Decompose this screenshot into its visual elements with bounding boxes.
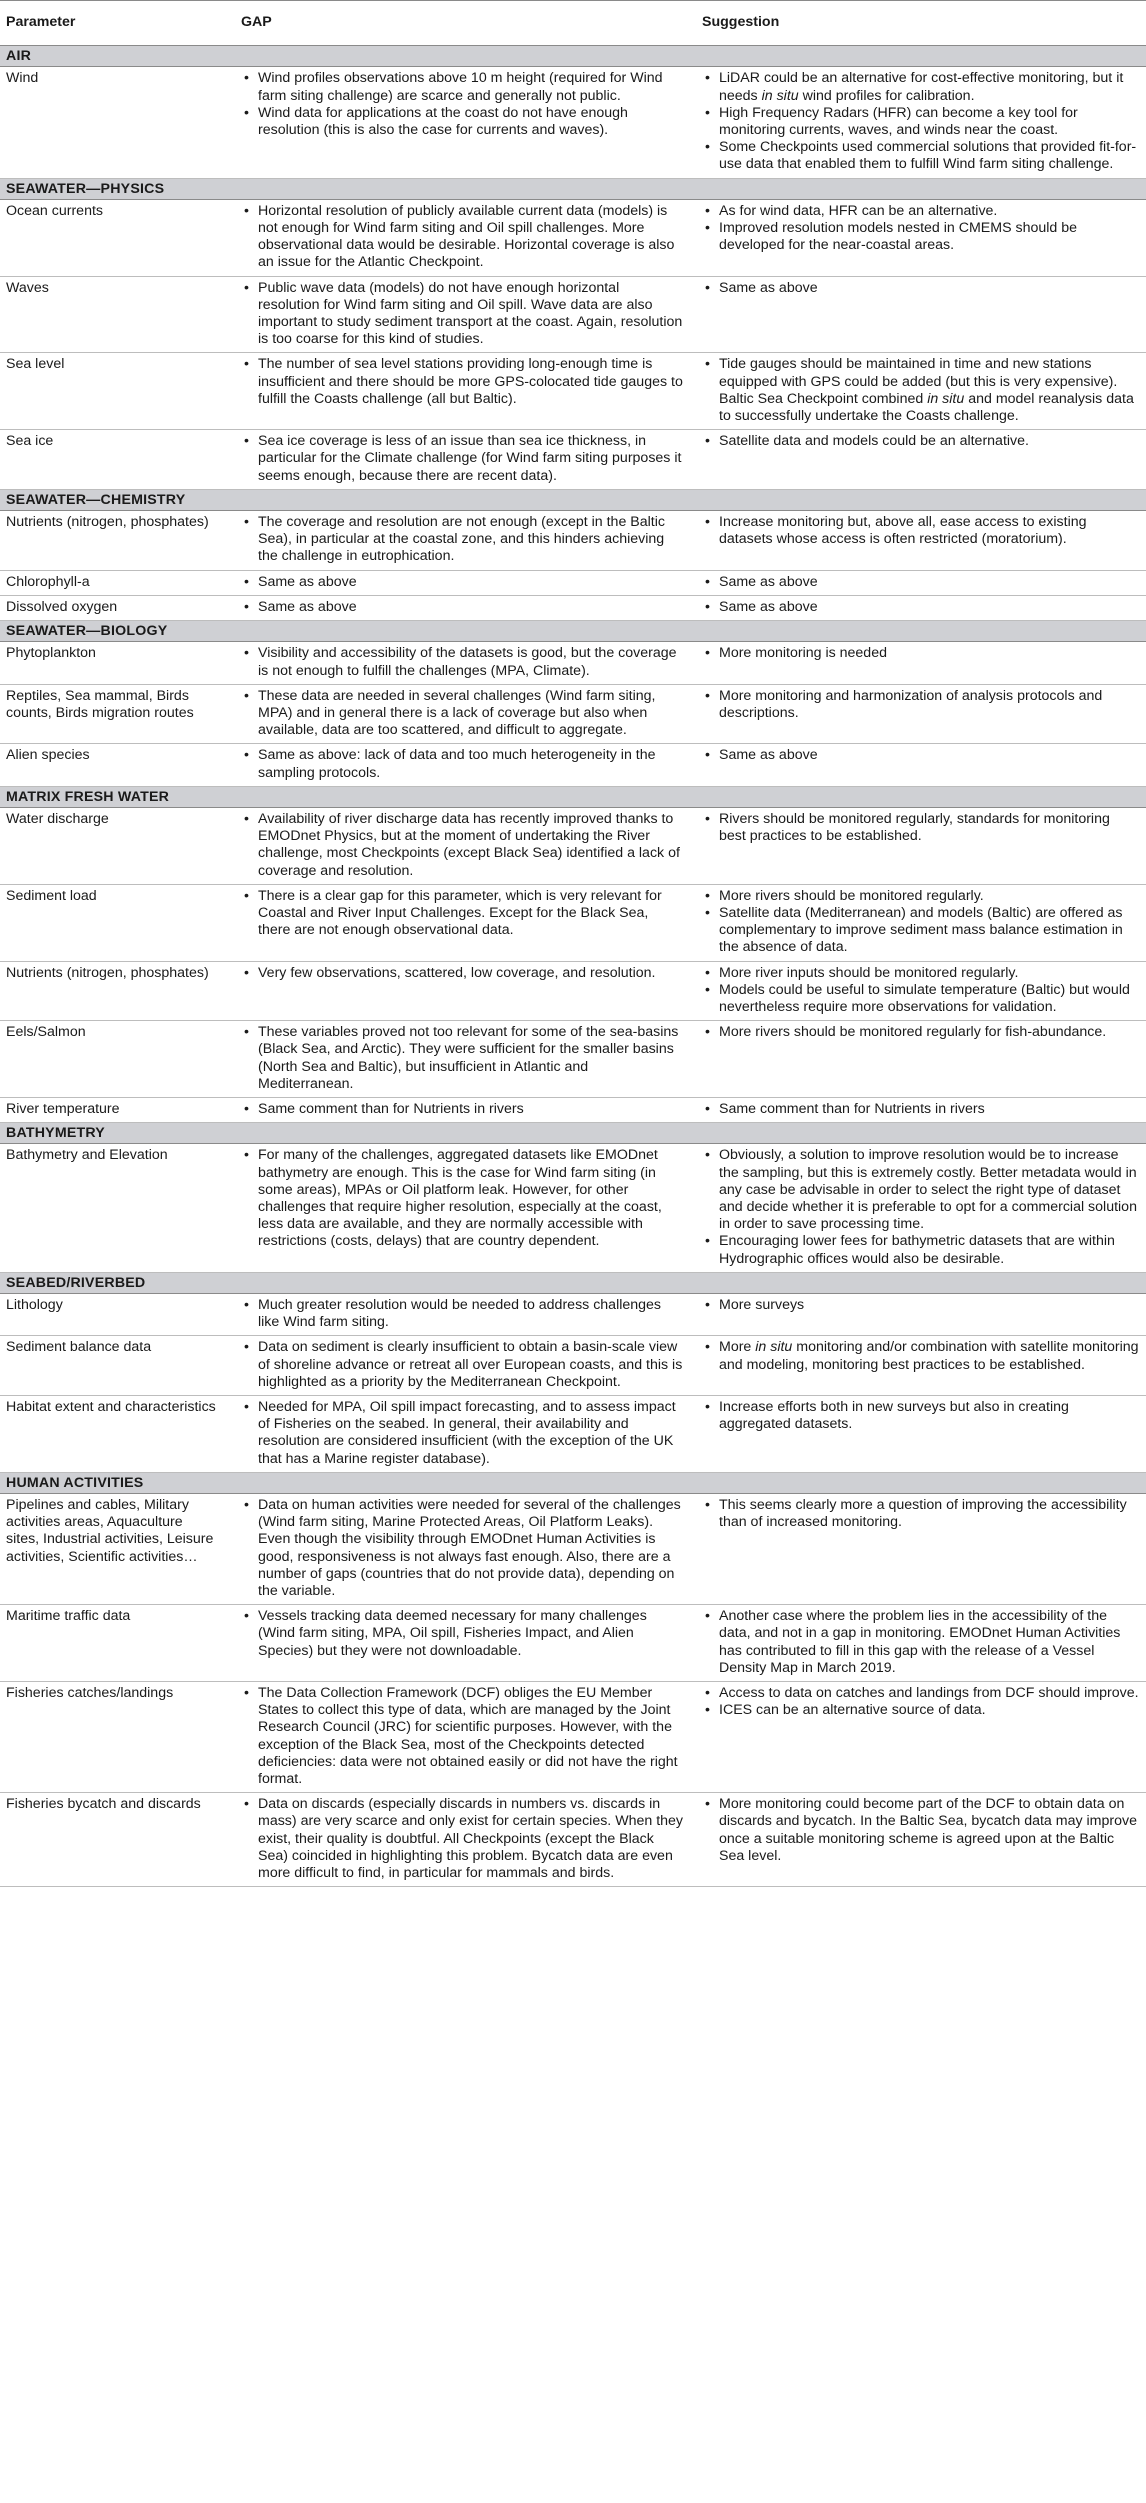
suggestion-cell xyxy=(690,1144,1146,1272)
gap-item: • For many of the challenges, aggregated datasets like EMODnet bathymetry are enough. This is the case for Wind farm siting (in some areas), MPAs or Oil platform leak. However, for other challenges that require higher resolution, especially at the coast, less data are available, and they are normally accessible with restrictions (costs, delays) that are country dependent. xyxy=(241,1147,684,1250)
suggestion-list xyxy=(702,1399,1140,1433)
section-title: BATHYMETRY xyxy=(0,1123,1146,1144)
suggestion-list xyxy=(702,1339,1140,1373)
suggestion-list xyxy=(702,1608,1140,1677)
parameter-cell: Lithology xyxy=(0,1294,223,1336)
suggestion-item: • More rivers should be monitored regularly for fish-abundance. xyxy=(702,1024,1140,1041)
suggestion-item: • Satellite data and models could be an alternative. xyxy=(702,433,1140,450)
gap-item: • These data are needed in several challenges (Wind farm siting, MPA) and in general there is a lack of coverage but also when available, data are too scattered, and difficult to aggregate. xyxy=(241,688,684,740)
gap-cell xyxy=(223,1336,690,1396)
gap-cell xyxy=(223,595,690,620)
table-row xyxy=(0,430,1146,490)
gap-cell xyxy=(223,1793,690,1887)
suggestion-item: • LiDAR could be an alternative for cost-effective monitoring, but it needs in situ wind profiles for calibration. xyxy=(702,70,1140,104)
table-body xyxy=(0,46,1146,1887)
gap-cell xyxy=(223,744,690,786)
parameter-cell: Nutrients (nitrogen, phosphates) xyxy=(0,511,223,571)
suggestion-item: • Increase efforts both in new surveys but also in creating aggregated datasets. xyxy=(702,1399,1140,1433)
gap-item: • The Data Collection Framework (DCF) obliges the EU Member States to collect this type of data, which are managed by the Joint Research Council (JRC) for scientific purposes. However, with the exception of the Black Sea, most of the Checkpoints detected deficiencies: data were not obtained easily or did not have the right format. xyxy=(241,1685,684,1788)
section-title: HUMAN ACTIVITIES xyxy=(0,1472,1146,1493)
suggestion-item: • More river inputs should be monitored regularly. xyxy=(702,965,1140,982)
gap-item: • Much greater resolution would be needed to address challenges like Wind farm siting. xyxy=(241,1297,684,1331)
suggestion-list xyxy=(702,356,1140,425)
suggestion-cell xyxy=(690,1021,1146,1098)
suggestion-cell xyxy=(690,1097,1146,1122)
gap-list xyxy=(241,645,684,679)
parameter-cell: Water discharge xyxy=(0,807,223,884)
gap-cell xyxy=(223,1097,690,1122)
table-row xyxy=(0,353,1146,430)
section-title: AIR xyxy=(0,46,1146,67)
header-gap: GAP xyxy=(223,1,690,46)
suggestion-list xyxy=(702,811,1140,845)
suggestion-item: • Same as above xyxy=(702,574,1140,591)
gap-list xyxy=(241,688,684,740)
section-title: MATRIX FRESH WATER xyxy=(0,786,1146,807)
suggestion-list xyxy=(702,1147,1140,1267)
suggestion-item: • More surveys xyxy=(702,1297,1140,1314)
suggestion-cell xyxy=(690,1605,1146,1682)
suggestion-cell xyxy=(690,1396,1146,1473)
gap-item: • Data on human activities were needed for several of the challenges (Wind farm siting, Marine Protected Areas, Oil Platform Leaks). Even though the visibility through EMODnet Human Activities is good, responsiveness is not always fast enough. Also, there are a number of gaps (countries that do not provide data), depending on the variable. xyxy=(241,1497,684,1600)
suggestion-cell xyxy=(690,67,1146,178)
parameter-cell: Wind xyxy=(0,67,223,178)
suggestion-item: • Some Checkpoints used commercial solutions that provided fit-for-use data that enabled them to fulfill Wind farm siting challenge. xyxy=(702,139,1140,173)
gap-list xyxy=(241,1297,684,1331)
gap-cell xyxy=(223,1682,690,1793)
suggestion-item: • Another case where the problem lies in the accessibility of the data, and not in a gap in monitoring. EMODnet Human Activities has contributed to fill in this gap with the release of a Vessel Density Map in March 2019. xyxy=(702,1608,1140,1677)
gap-cell xyxy=(223,1396,690,1473)
suggestion-item: • ICES can be an alternative source of data. xyxy=(702,1702,1140,1719)
suggestion-cell xyxy=(690,642,1146,684)
parameter-cell: Sea ice xyxy=(0,430,223,490)
section-title: SEAWATER—CHEMISTRY xyxy=(0,489,1146,510)
table-row xyxy=(0,961,1146,1021)
table-row xyxy=(0,1682,1146,1793)
suggestion-list xyxy=(702,203,1140,255)
gap-item: • The number of sea level stations providing long-enough time is insufficient and there should be more GPS-colocated tide gauges to fulfill the Coasts challenge (all but Baltic). xyxy=(241,356,684,408)
parameter-cell: Pipelines and cables, Military activities areas, Aquaculture sites, Industrial activities, Leisure activities, Scientific activities… xyxy=(0,1494,223,1605)
gap-list xyxy=(241,514,684,566)
section-header xyxy=(0,46,1146,67)
gap-list xyxy=(241,433,684,485)
suggestion-item: • More rivers should be monitored regularly. xyxy=(702,888,1140,905)
gap-item: • Same as above xyxy=(241,574,684,591)
suggestion-list xyxy=(702,574,1140,591)
suggestion-cell xyxy=(690,961,1146,1021)
gap-cell xyxy=(223,1021,690,1098)
table-row xyxy=(0,1336,1146,1396)
gap-item: • Same comment than for Nutrients in rivers xyxy=(241,1101,684,1118)
section-header xyxy=(0,621,1146,642)
gap-list xyxy=(241,356,684,408)
gap-list xyxy=(241,888,684,940)
suggestion-cell xyxy=(690,199,1146,276)
gap-list xyxy=(241,1685,684,1788)
suggestion-item: • More in situ monitoring and/or combination with satellite monitoring and modeling, monitoring best practices to be established. xyxy=(702,1339,1140,1373)
suggestion-item: • Increase monitoring but, above all, ease access to existing datasets whose access is often restricted (moratorium). xyxy=(702,514,1140,548)
suggestion-list xyxy=(702,514,1140,548)
gap-list xyxy=(241,1399,684,1468)
section-title: SEAWATER—BIOLOGY xyxy=(0,621,1146,642)
suggestion-item: • Obviously, a solution to improve resolution would be to increase the sampling, but this is extremely costly. Better metadata would in any case be advisable in order to select the right type of dataset and decide whether it is preferable to opt for a commercial solution in order to save processing time. xyxy=(702,1147,1140,1233)
suggestion-item: • Same as above xyxy=(702,599,1140,616)
parameter-cell: Sea level xyxy=(0,353,223,430)
gap-list xyxy=(241,574,684,591)
suggestion-cell xyxy=(690,1336,1146,1396)
section-header xyxy=(0,1472,1146,1493)
suggestion-item: • As for wind data, HFR can be an alternative. xyxy=(702,203,1140,220)
suggestion-list xyxy=(702,645,1140,662)
section-header xyxy=(0,178,1146,199)
parameter-cell: Alien species xyxy=(0,744,223,786)
gap-list xyxy=(241,747,684,781)
suggestion-list xyxy=(702,1024,1140,1041)
gap-cell xyxy=(223,1494,690,1605)
suggestion-cell xyxy=(690,1494,1146,1605)
parameter-cell: Waves xyxy=(0,276,223,353)
table-row xyxy=(0,511,1146,571)
gap-cell xyxy=(223,511,690,571)
suggestion-list xyxy=(702,1101,1140,1118)
parameter-cell: Ocean currents xyxy=(0,199,223,276)
gap-list xyxy=(241,599,684,616)
suggestion-list xyxy=(702,70,1140,173)
table-row xyxy=(0,595,1146,620)
parameter-cell: Bathymetry and Elevation xyxy=(0,1144,223,1272)
table-row xyxy=(0,570,1146,595)
table-row xyxy=(0,67,1146,178)
suggestion-list xyxy=(702,1297,1140,1314)
gap-item: • Wind data for applications at the coast do not have enough resolution (this is also the case for currents and waves). xyxy=(241,105,684,139)
table-row xyxy=(0,684,1146,744)
gap-item: • Availability of river discharge data has recently improved thanks to EMODnet Physics, but at the moment of undertaking the River challenge, most Checkpoints (except Black Sea) identified a lack of coverage and resolution. xyxy=(241,811,684,880)
table-row xyxy=(0,1396,1146,1473)
gap-list xyxy=(241,1147,684,1250)
suggestion-cell xyxy=(690,807,1146,884)
suggestion-cell xyxy=(690,1682,1146,1793)
section-title: SEABED/RIVERBED xyxy=(0,1272,1146,1293)
table-row xyxy=(0,1494,1146,1605)
suggestion-item: • Improved resolution models nested in CMEMS should be developed for the near-coastal areas. xyxy=(702,220,1140,254)
parameter-cell: Fisheries catches/landings xyxy=(0,1682,223,1793)
suggestion-list xyxy=(702,1685,1140,1719)
suggestion-item: • Tide gauges should be maintained in time and new stations equipped with GPS could be added (but this is very expensive). Baltic Sea Checkpoint combined in situ and model reanalysis data to successfully undertake the Coasts challenge. xyxy=(702,356,1140,425)
section-header xyxy=(0,786,1146,807)
gap-list xyxy=(241,1101,684,1118)
gap-item: • These variables proved not too relevant for some of the sea-basins (Black Sea, and Arctic). They were sufficient for the smaller basins (North Sea and Baltic), but insufficient in Atlantic and Mediterranean. xyxy=(241,1024,684,1093)
parameter-cell: River temperature xyxy=(0,1097,223,1122)
table-row xyxy=(0,642,1146,684)
suggestion-cell xyxy=(690,744,1146,786)
section-header xyxy=(0,1272,1146,1293)
suggestion-item: • Access to data on catches and landings from DCF should improve. xyxy=(702,1685,1140,1702)
suggestion-list xyxy=(702,747,1140,764)
gap-list xyxy=(241,203,684,272)
parameter-cell: Chlorophyll-a xyxy=(0,570,223,595)
gap-list xyxy=(241,1024,684,1093)
parameter-cell: Sediment load xyxy=(0,884,223,961)
section-header xyxy=(0,489,1146,510)
gap-list xyxy=(241,1497,684,1600)
parameter-cell: Fisheries bycatch and discards xyxy=(0,1793,223,1887)
suggestion-cell xyxy=(690,1793,1146,1887)
gap-cell xyxy=(223,684,690,744)
header-parameter: Parameter xyxy=(0,1,223,46)
gap-cell xyxy=(223,1294,690,1336)
table-header xyxy=(0,1,1146,46)
suggestion-cell xyxy=(690,276,1146,353)
gap-cell xyxy=(223,67,690,178)
table-row xyxy=(0,276,1146,353)
suggestion-item: • More monitoring could become part of the DCF to obtain data on discards and bycatch. In the Baltic Sea, bycatch data may improve once a suitable monitoring scheme is agreed upon at the Baltic Sea level. xyxy=(702,1796,1140,1865)
gap-item: • There is a clear gap for this parameter, which is very relevant for Coastal and River Input Challenges. Except for the Black Sea, there are not enough observational data. xyxy=(241,888,684,940)
parameter-cell: Phytoplankton xyxy=(0,642,223,684)
gap-cell xyxy=(223,1144,690,1272)
suggestion-list xyxy=(702,280,1140,297)
gap-item: • Vessels tracking data deemed necessary for many challenges (Wind farm siting, MPA, Oil spill, Fisheries Impact, and Alien Species) but they were not downloadable. xyxy=(241,1608,684,1660)
parameter-cell: Habitat extent and characteristics xyxy=(0,1396,223,1473)
gap-item: • Visibility and accessibility of the datasets is good, but the coverage is not enough to fulfill the challenges (MPA, Climate). xyxy=(241,645,684,679)
suggestion-cell xyxy=(690,595,1146,620)
gap-cell xyxy=(223,570,690,595)
suggestion-list xyxy=(702,599,1140,616)
table-row xyxy=(0,1021,1146,1098)
gap-cell xyxy=(223,353,690,430)
gap-list xyxy=(241,280,684,349)
gap-item: • Data on discards (especially discards in numbers vs. discards in mass) are very scarce and only exist for certain species. When they exist, their quality is doubtful. All Checkpoints (except the Black Sea) coincided in highlighting this problem. Bycatch data are even more difficult to find, in particular for mammals and birds. xyxy=(241,1796,684,1882)
gap-list xyxy=(241,1796,684,1882)
suggestion-cell xyxy=(690,684,1146,744)
gap-cell xyxy=(223,1605,690,1682)
suggestion-cell xyxy=(690,430,1146,490)
parameter-cell: Maritime traffic data xyxy=(0,1605,223,1682)
suggestion-item: • Satellite data (Mediterranean) and models (Baltic) are offered as complementary to improve sediment mass balance estimation in the absence of data. xyxy=(702,905,1140,957)
suggestion-item: • Rivers should be monitored regularly, standards for monitoring best practices to be established. xyxy=(702,811,1140,845)
suggestion-list xyxy=(702,965,1140,1017)
suggestion-list xyxy=(702,888,1140,957)
gap-item: • Same as above xyxy=(241,599,684,616)
suggestion-item: • Same as above xyxy=(702,747,1140,764)
table-row xyxy=(0,1605,1146,1682)
gap-cell xyxy=(223,642,690,684)
suggestion-cell xyxy=(690,1294,1146,1336)
table-row xyxy=(0,884,1146,961)
table-row xyxy=(0,1294,1146,1336)
gap-item: • Very few observations, scattered, low coverage, and resolution. xyxy=(241,965,684,982)
gap-item: • Horizontal resolution of publicly available current data (models) is not enough for Wind farm siting and Oil spill challenges. More observational data would be desirable. Horizontal coverage is also an issue for the Atlantic Checkpoint. xyxy=(241,203,684,272)
suggestion-list xyxy=(702,688,1140,722)
gap-cell xyxy=(223,276,690,353)
suggestion-cell xyxy=(690,353,1146,430)
suggestion-item: • More monitoring and harmonization of analysis protocols and descriptions. xyxy=(702,688,1140,722)
parameter-cell: Dissolved oxygen xyxy=(0,595,223,620)
gap-list xyxy=(241,1339,684,1391)
gap-item: • The coverage and resolution are not enough (except in the Baltic Sea), in particular at the coastal zone, and this hinders achieving the challenge in eutrophication. xyxy=(241,514,684,566)
gap-cell xyxy=(223,961,690,1021)
table-row xyxy=(0,744,1146,786)
table-row xyxy=(0,1097,1146,1122)
suggestion-item: • High Frequency Radars (HFR) can become a key tool for monitoring currents, waves, and winds near the coast. xyxy=(702,105,1140,139)
gap-item: • Wind profiles observations above 10 m height (required for Wind farm siting challenge) are scarce and generally not public. xyxy=(241,70,684,104)
suggestion-item: • More monitoring is needed xyxy=(702,645,1140,662)
gap-item: • Sea ice coverage is less of an issue than sea ice thickness, in particular for the Climate challenge (for Wind farm siting purposes it seems enough, because there are recent data). xyxy=(241,433,684,485)
parameter-cell: Nutrients (nitrogen, phosphates) xyxy=(0,961,223,1021)
suggestion-list xyxy=(702,1796,1140,1865)
gap-cell xyxy=(223,884,690,961)
suggestion-list xyxy=(702,433,1140,450)
section-title: SEAWATER—PHYSICS xyxy=(0,178,1146,199)
gap-list xyxy=(241,965,684,982)
suggestion-item: • Encouraging lower fees for bathymetric datasets that are within Hydrographic offices would also be desirable. xyxy=(702,1233,1140,1267)
table-row xyxy=(0,1793,1146,1887)
suggestion-cell xyxy=(690,570,1146,595)
gap-cell xyxy=(223,807,690,884)
gap-list xyxy=(241,1608,684,1660)
suggestion-list xyxy=(702,1497,1140,1531)
gap-list xyxy=(241,811,684,880)
table-row xyxy=(0,807,1146,884)
gap-item: • Needed for MPA, Oil spill impact forecasting, and to assess impact of Fisheries on the seabed. In general, their availability and resolution are considered insufficient (with the exception of the UK that has a Marine register database). xyxy=(241,1399,684,1468)
gap-list xyxy=(241,70,684,139)
suggestion-cell xyxy=(690,884,1146,961)
parameter-cell: Eels/Salmon xyxy=(0,1021,223,1098)
parameter-cell: Reptiles, Sea mammal, Birds counts, Birds migration routes xyxy=(0,684,223,744)
table-row xyxy=(0,199,1146,276)
header-suggestion: Suggestion xyxy=(690,1,1146,46)
gap-cell xyxy=(223,199,690,276)
gap-cell xyxy=(223,430,690,490)
suggestion-item: • Models could be useful to simulate temperature (Baltic) but would nevertheless require more observations for validation. xyxy=(702,982,1140,1016)
gap-item: • Same as above: lack of data and too much heterogeneity in the sampling protocols. xyxy=(241,747,684,781)
suggestion-item: • Same comment than for Nutrients in rivers xyxy=(702,1101,1140,1118)
suggestion-item: • Same as above xyxy=(702,280,1140,297)
suggestion-item: • This seems clearly more a question of improving the accessibility than of increased monitoring. xyxy=(702,1497,1140,1531)
section-header xyxy=(0,1123,1146,1144)
gap-item: • Data on sediment is clearly insufficient to obtain a basin-scale view of shoreline advance or retreat all over European coasts, and this is highlighted as a priority by the Mediterranean Checkpoint. xyxy=(241,1339,684,1391)
suggestion-cell xyxy=(690,511,1146,571)
table-row xyxy=(0,1144,1146,1272)
gap-item: • Public wave data (models) do not have enough horizontal resolution for Wind farm siting and Oil spill. Wave data are also important to study sediment transport at the coast. Again, resolution is too coarse for this kind of studies. xyxy=(241,280,684,349)
parameter-cell: Sediment balance data xyxy=(0,1336,223,1396)
